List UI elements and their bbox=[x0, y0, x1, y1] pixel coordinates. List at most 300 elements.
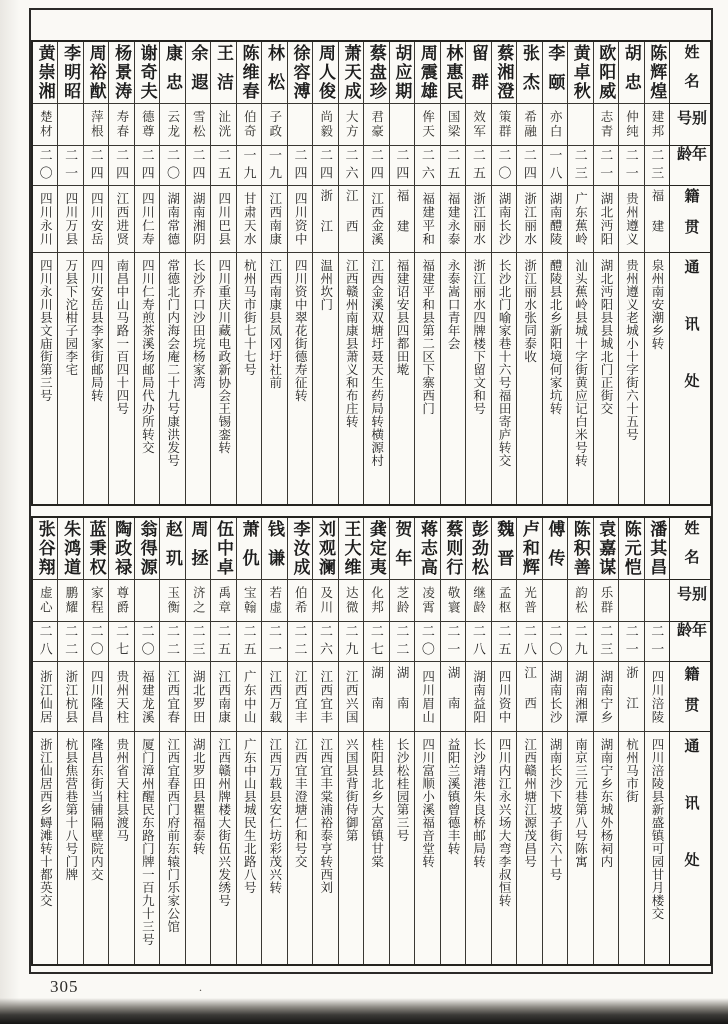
person-origin-text: 福建永泰 bbox=[446, 192, 461, 246]
person-name bbox=[288, 518, 312, 580]
person-name-text: 谢奇夫 bbox=[137, 44, 157, 101]
person-name bbox=[84, 42, 108, 104]
person-alias-text: 芝龄 bbox=[395, 586, 410, 615]
person-address bbox=[84, 253, 108, 504]
person-alias-text: 敬寰 bbox=[446, 586, 461, 615]
person-age-text: 二〇 bbox=[165, 147, 181, 184]
person-alias-text: 希融 bbox=[522, 110, 537, 139]
person-alias bbox=[186, 104, 210, 146]
person-address-text: 四川富顺小溪福音堂转 bbox=[420, 738, 435, 868]
person-alias bbox=[619, 580, 643, 622]
person-address-text: 永泰嵩口青年会 bbox=[446, 259, 461, 350]
person-name bbox=[466, 518, 490, 580]
person-name-text: 李颐 bbox=[545, 43, 565, 102]
person-age-text: 二三 bbox=[190, 623, 206, 660]
person-name-text: 魏晋 bbox=[494, 519, 514, 578]
person-address bbox=[211, 253, 235, 504]
person-age bbox=[109, 622, 133, 662]
person-address bbox=[237, 732, 261, 964]
person-age bbox=[211, 146, 235, 186]
person-alias bbox=[160, 580, 184, 622]
person-alias bbox=[390, 580, 414, 622]
person-alias-text: 子政 bbox=[267, 110, 282, 139]
person-age bbox=[619, 622, 643, 662]
person-origin-text: 江西南康 bbox=[267, 192, 282, 246]
person-age bbox=[58, 622, 82, 662]
person-address bbox=[186, 732, 210, 964]
person-age-text: 二〇 bbox=[496, 147, 512, 184]
person-column bbox=[185, 42, 210, 504]
person-address-text: 四川仁寿煎茶溪场邮局代办所转交 bbox=[140, 259, 155, 454]
person-address bbox=[262, 253, 286, 504]
person-origin bbox=[466, 186, 490, 253]
person-address-text: 贵州省天柱县渡马 bbox=[114, 738, 129, 842]
person-origin bbox=[33, 662, 57, 732]
person-age-text: 二五 bbox=[216, 623, 232, 660]
person-address bbox=[33, 253, 57, 504]
person-address bbox=[543, 253, 567, 504]
person-column bbox=[33, 518, 57, 964]
person-origin-text: 江西兴国 bbox=[344, 669, 359, 724]
person-name-text: 萧仇 bbox=[239, 519, 259, 578]
person-address-text: 四川涪陵县新盛镇可园甘月楼交 bbox=[650, 738, 664, 920]
person-address bbox=[517, 253, 541, 504]
person-age bbox=[364, 622, 388, 662]
person-origin bbox=[568, 186, 592, 253]
person-age-text: 二六 bbox=[317, 623, 333, 660]
person-name bbox=[517, 518, 541, 580]
person-alias-text: 继龄 bbox=[471, 586, 486, 615]
person-name-text: 钱谦 bbox=[264, 519, 284, 578]
person-name-text: 留群 bbox=[468, 43, 488, 102]
person-address-text: 杭州马市街 bbox=[624, 738, 639, 803]
person-age bbox=[568, 622, 592, 662]
person-address-text: 福建诏安县四都田墘 bbox=[395, 259, 410, 376]
person-name bbox=[109, 42, 133, 104]
person-alias-text: 寿春 bbox=[114, 110, 129, 139]
entries-upper bbox=[33, 42, 669, 504]
person-alias bbox=[58, 580, 82, 622]
person-origin-text: 四川万县 bbox=[63, 192, 78, 246]
person-address-text: 江西赣州塘江源茂昌号 bbox=[522, 738, 537, 868]
person-alias-text: 伯奇 bbox=[242, 110, 257, 139]
person-alias-text: 化邦 bbox=[369, 586, 384, 615]
person-alias-text: 策群 bbox=[497, 110, 512, 139]
person-alias bbox=[33, 580, 57, 622]
person-alias bbox=[58, 104, 82, 146]
person-address bbox=[364, 732, 388, 964]
person-origin-text: 浙江丽水 bbox=[522, 192, 537, 246]
person-address bbox=[415, 732, 439, 964]
person-column bbox=[159, 42, 184, 504]
person-column bbox=[414, 518, 439, 964]
person-origin-text: 湖南 bbox=[446, 666, 461, 727]
person-age bbox=[84, 146, 108, 186]
person-name-text: 陈积善 bbox=[570, 520, 590, 577]
header-origin bbox=[670, 662, 710, 732]
person-origin bbox=[160, 186, 184, 253]
person-age bbox=[390, 146, 414, 186]
person-origin bbox=[568, 662, 592, 732]
person-address-text: 江西赣州南康县萧义和布庄转 bbox=[344, 259, 359, 428]
person-age bbox=[517, 146, 541, 186]
person-alias-text: 楚材 bbox=[38, 110, 53, 139]
person-age-text: 二四 bbox=[139, 147, 155, 184]
person-age bbox=[160, 146, 184, 186]
header-address bbox=[670, 253, 710, 504]
person-address-text: 四川永川县文庙街第三号 bbox=[38, 259, 53, 402]
person-origin bbox=[313, 662, 337, 732]
person-column bbox=[287, 42, 312, 504]
person-alias-text: 禹章 bbox=[216, 586, 231, 615]
header-address bbox=[670, 732, 710, 964]
person-name-text: 蔡则行 bbox=[443, 520, 463, 577]
person-origin bbox=[645, 186, 669, 253]
person-alias-text: 国梁 bbox=[446, 110, 461, 139]
person-alias-text: 乐群 bbox=[599, 586, 614, 615]
person-name-text: 周震雄 bbox=[417, 44, 437, 101]
person-column bbox=[312, 518, 337, 964]
person-column bbox=[593, 518, 618, 964]
person-alias-text: 沚洸 bbox=[216, 110, 231, 139]
person-alias bbox=[211, 580, 235, 622]
person-address bbox=[594, 732, 618, 964]
person-origin-text: 福建平和 bbox=[420, 192, 435, 246]
person-age bbox=[441, 146, 465, 186]
person-address-text: 南昌中山马路一百四十四号 bbox=[114, 259, 129, 415]
person-alias bbox=[262, 580, 286, 622]
person-origin bbox=[262, 662, 286, 732]
person-name bbox=[568, 42, 592, 104]
person-origin-text: 湖北沔阳 bbox=[599, 192, 614, 246]
person-age-text: 二九 bbox=[572, 623, 588, 660]
person-address-text: 南京三元巷第八号陈寓 bbox=[573, 738, 588, 868]
person-name bbox=[313, 42, 337, 104]
person-name bbox=[186, 42, 210, 104]
person-origin bbox=[84, 186, 108, 253]
person-column bbox=[542, 42, 567, 504]
person-address bbox=[415, 253, 439, 504]
person-name bbox=[492, 518, 516, 580]
person-address bbox=[211, 732, 235, 964]
person-name bbox=[390, 518, 414, 580]
person-origin bbox=[211, 186, 235, 253]
person-name bbox=[619, 518, 643, 580]
person-alias-text: 若虚 bbox=[267, 586, 282, 615]
person-origin-text: 江西宜丰 bbox=[293, 669, 308, 724]
scan-stray-mark: . bbox=[199, 980, 202, 994]
person-address-text: 江西金溪双塘圩聂天生药局转横源村 bbox=[369, 259, 384, 467]
person-column bbox=[414, 42, 439, 504]
person-alias bbox=[364, 104, 388, 146]
person-alias bbox=[543, 104, 567, 146]
person-name-text: 赵玑 bbox=[163, 519, 183, 578]
person-alias bbox=[466, 104, 490, 146]
person-alias-text: 侔天 bbox=[420, 110, 435, 139]
person-address-text: 厦门漳州醒民东路门牌一百九十三号 bbox=[140, 738, 155, 946]
person-alias bbox=[237, 104, 261, 146]
header-address-label: 通讯处 bbox=[682, 738, 699, 909]
person-age bbox=[313, 146, 337, 186]
person-alias bbox=[339, 580, 363, 622]
person-name-text: 潘其昌 bbox=[647, 520, 667, 577]
person-column bbox=[338, 518, 363, 964]
person-origin-text: 四川资中 bbox=[497, 669, 512, 724]
person-age bbox=[237, 622, 261, 662]
header-age-label: 年龄 bbox=[675, 622, 706, 642]
person-alias-text: 伯希 bbox=[293, 586, 308, 615]
person-name bbox=[262, 518, 286, 580]
person-origin bbox=[160, 662, 184, 732]
person-address-text: 广东中山县城民生北路八号 bbox=[242, 738, 257, 894]
person-address bbox=[568, 732, 592, 964]
person-name bbox=[84, 518, 108, 580]
person-age bbox=[390, 622, 414, 662]
person-age-text: 二四 bbox=[88, 147, 104, 184]
person-alias bbox=[415, 104, 439, 146]
person-name bbox=[466, 42, 490, 104]
person-origin bbox=[186, 186, 210, 253]
header-name-label: 姓名 bbox=[682, 519, 699, 578]
person-address-text: 长沙乔口沙田垸杨家湾 bbox=[191, 259, 206, 389]
person-age bbox=[466, 146, 490, 186]
person-name bbox=[594, 42, 618, 104]
person-age bbox=[466, 622, 490, 662]
person-alias-text: 济之 bbox=[191, 586, 206, 615]
person-alias bbox=[568, 580, 592, 622]
person-address bbox=[160, 253, 184, 504]
person-column bbox=[644, 518, 669, 964]
person-origin bbox=[364, 662, 388, 732]
person-age bbox=[160, 622, 184, 662]
person-origin bbox=[313, 186, 337, 253]
person-name-text: 李汝成 bbox=[290, 520, 310, 577]
person-origin bbox=[237, 662, 261, 732]
header-column-lower bbox=[669, 518, 710, 964]
person-name-text: 徐容溥 bbox=[290, 44, 310, 101]
person-address-text: 常德北门内海会庵二十九号康洪发号 bbox=[165, 259, 180, 467]
person-column bbox=[618, 42, 643, 504]
person-name bbox=[313, 518, 337, 580]
person-address-text: 醴陵县北乡新阳境何家坑转 bbox=[548, 259, 563, 415]
person-origin bbox=[492, 186, 516, 253]
person-alias-text: 雪松 bbox=[191, 110, 206, 139]
person-address-text: 湖北沔阳县县城北门正街交 bbox=[599, 259, 614, 415]
person-column bbox=[363, 42, 388, 504]
person-age bbox=[84, 622, 108, 662]
person-address bbox=[339, 253, 363, 504]
person-name-text: 蔡盘珍 bbox=[366, 44, 386, 101]
person-origin bbox=[211, 662, 235, 732]
person-name bbox=[415, 518, 439, 580]
person-name bbox=[492, 42, 516, 104]
header-address-label: 通讯处 bbox=[682, 259, 699, 430]
person-age bbox=[33, 146, 57, 186]
person-origin-text: 浙江杭县 bbox=[63, 669, 78, 724]
person-alias bbox=[517, 104, 541, 146]
person-alias bbox=[441, 580, 465, 622]
person-alias-text: 虚心 bbox=[38, 586, 53, 615]
person-column bbox=[618, 518, 643, 964]
person-column bbox=[516, 42, 541, 504]
person-age-text: 二七 bbox=[368, 623, 384, 660]
person-origin-text: 江西万载 bbox=[267, 669, 282, 724]
person-address bbox=[58, 253, 82, 504]
person-column bbox=[261, 518, 286, 964]
header-age-label: 年龄 bbox=[675, 146, 706, 166]
person-address-text: 杭州马市街七十七号 bbox=[242, 259, 257, 376]
person-column bbox=[185, 518, 210, 964]
person-address bbox=[645, 253, 669, 504]
person-origin bbox=[135, 186, 159, 253]
person-origin-text: 浙江 bbox=[318, 188, 333, 250]
person-age-text: 二五 bbox=[470, 147, 486, 184]
person-age-text: 一九 bbox=[241, 147, 257, 184]
person-address-text: 浙江仙居西乡蟳滩转十都英交 bbox=[38, 738, 53, 907]
person-age bbox=[619, 146, 643, 186]
person-column bbox=[261, 42, 286, 504]
person-age-text: 二五 bbox=[241, 623, 257, 660]
page-number: 305 bbox=[50, 977, 79, 996]
person-address-text: 江西宜丰棠浦裕泰亨转西刘 bbox=[318, 738, 333, 894]
person-alias bbox=[415, 580, 439, 622]
person-origin bbox=[517, 186, 541, 253]
person-name bbox=[109, 518, 133, 580]
header-column-upper bbox=[669, 42, 710, 504]
person-origin-text: 浙江 bbox=[624, 666, 639, 727]
person-alias-text: 志青 bbox=[599, 110, 614, 139]
person-name-text: 蓝秉权 bbox=[86, 520, 106, 577]
person-name bbox=[568, 518, 592, 580]
person-age-text: 二一 bbox=[266, 623, 282, 660]
person-address-text: 益阳兰溪镇曾德丰转 bbox=[446, 738, 461, 855]
person-age-text: 二一 bbox=[623, 623, 639, 660]
person-age bbox=[58, 146, 82, 186]
person-address bbox=[84, 732, 108, 964]
person-address bbox=[466, 253, 490, 504]
header-alias bbox=[670, 104, 710, 146]
person-column bbox=[491, 42, 516, 504]
person-alias-text: 亦白 bbox=[548, 110, 563, 139]
person-name bbox=[364, 518, 388, 580]
person-age-text: 二四 bbox=[190, 147, 206, 184]
person-age-text: 一九 bbox=[266, 147, 282, 184]
person-address bbox=[619, 732, 643, 964]
person-origin bbox=[492, 662, 516, 732]
person-origin-text: 湖南长沙 bbox=[548, 669, 563, 724]
person-age bbox=[543, 622, 567, 662]
person-name bbox=[645, 42, 669, 104]
person-age-text: 一八 bbox=[547, 147, 563, 184]
person-name bbox=[160, 42, 184, 104]
person-name-text: 伍中卓 bbox=[214, 520, 234, 577]
person-age-text: 二四 bbox=[368, 147, 384, 184]
header-origin-label: 籍贯 bbox=[682, 665, 699, 728]
header-alias-label: 别号 bbox=[675, 110, 706, 131]
person-address bbox=[58, 732, 82, 964]
person-address bbox=[517, 732, 541, 964]
person-origin-text: 四川安岳 bbox=[89, 192, 104, 246]
person-name bbox=[33, 518, 57, 580]
person-name-text: 王大维 bbox=[341, 520, 361, 577]
person-name-text: 李明昭 bbox=[61, 44, 81, 101]
person-name bbox=[441, 518, 465, 580]
roster-table-lower bbox=[31, 516, 712, 966]
person-alias bbox=[288, 580, 312, 622]
person-name-text: 黄崇湘 bbox=[35, 44, 55, 101]
person-age-text: 二〇 bbox=[37, 147, 53, 184]
person-alias bbox=[84, 104, 108, 146]
person-address bbox=[160, 732, 184, 964]
person-origin bbox=[645, 662, 669, 732]
person-alias-text: 尊爵 bbox=[114, 586, 129, 615]
person-age-text: 二〇 bbox=[139, 623, 155, 660]
person-origin-text: 湖南醴陵 bbox=[548, 192, 563, 246]
person-address bbox=[288, 732, 312, 964]
person-address bbox=[109, 253, 133, 504]
person-name-text: 翁得源 bbox=[137, 520, 157, 577]
person-alias bbox=[517, 580, 541, 622]
person-name-text: 康忠 bbox=[163, 43, 183, 102]
person-name-text: 张杰 bbox=[519, 43, 539, 102]
person-alias-text: 家程 bbox=[89, 586, 104, 615]
person-address-text: 四川内江永兴场大弯李叔恒转 bbox=[497, 738, 512, 907]
person-address bbox=[645, 732, 669, 964]
person-origin bbox=[109, 662, 133, 732]
person-alias bbox=[645, 104, 669, 146]
person-address-text: 兴国县背街侍御第 bbox=[344, 738, 359, 842]
person-age bbox=[492, 146, 516, 186]
person-name bbox=[58, 518, 82, 580]
person-address bbox=[109, 732, 133, 964]
person-name bbox=[543, 518, 567, 580]
person-age-text: 二一 bbox=[445, 623, 461, 660]
person-column bbox=[83, 42, 108, 504]
person-column bbox=[644, 42, 669, 504]
person-origin bbox=[84, 662, 108, 732]
person-address bbox=[135, 732, 159, 964]
person-alias bbox=[109, 580, 133, 622]
person-name-text: 蒋志高 bbox=[417, 520, 437, 577]
person-name bbox=[211, 42, 235, 104]
person-column bbox=[516, 518, 541, 964]
person-alias bbox=[237, 580, 261, 622]
person-name-text: 胡忠 bbox=[621, 43, 641, 102]
person-name bbox=[517, 42, 541, 104]
person-age bbox=[186, 622, 210, 662]
person-column bbox=[389, 518, 414, 964]
person-address bbox=[441, 732, 465, 964]
person-address-text: 四川安岳县李家街邮局转 bbox=[89, 259, 104, 402]
person-age bbox=[288, 622, 312, 662]
header-origin bbox=[670, 186, 710, 253]
person-column bbox=[33, 42, 57, 504]
person-name-text: 萧天成 bbox=[341, 44, 361, 101]
person-name-text: 卢和辉 bbox=[519, 520, 539, 577]
person-origin bbox=[364, 186, 388, 253]
person-column bbox=[287, 518, 312, 964]
person-age-text: 二一 bbox=[623, 147, 639, 184]
person-age-text: 二一 bbox=[63, 147, 79, 184]
person-address bbox=[390, 732, 414, 964]
person-origin-text: 浙江丽水 bbox=[471, 192, 486, 246]
person-address-text: 江西万载县安仁坊彩茂兴转 bbox=[267, 738, 282, 894]
person-address-text: 杭县焦营巷第十八号门牌 bbox=[63, 738, 78, 881]
person-name bbox=[160, 518, 184, 580]
person-age bbox=[645, 622, 669, 662]
person-origin bbox=[288, 186, 312, 253]
person-name-text: 王洁 bbox=[214, 43, 234, 102]
